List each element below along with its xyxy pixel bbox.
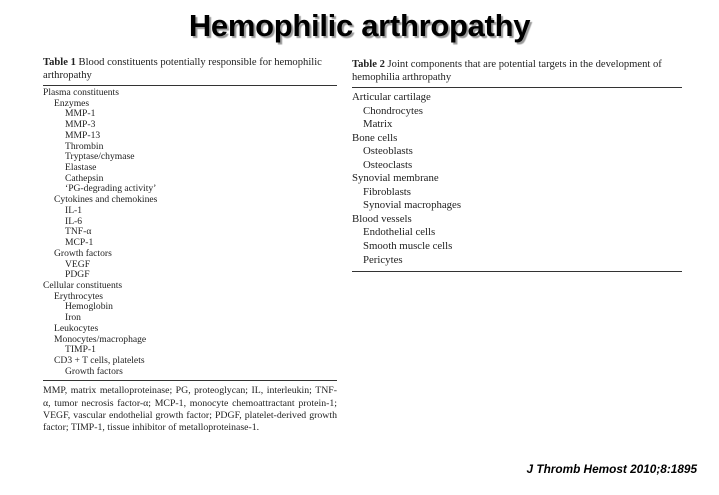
table-2-caption — [352, 59, 682, 84]
table-row: TIMP-1 — [65, 344, 96, 356]
table-2-label: Table 2 — [352, 59, 385, 70]
table-row: Monocytes/macrophage — [54, 333, 147, 345]
table-row: Smooth muscle cells — [363, 240, 453, 253]
table-row: Elastase — [65, 162, 97, 174]
table-row: TNF-α — [65, 226, 92, 238]
table-row: MCP-1 — [65, 237, 94, 249]
table-row: CD3 + T cells, platelets — [54, 354, 145, 366]
table-row: Matrix — [363, 118, 393, 131]
table-row: Osteoclasts — [363, 158, 413, 171]
table-row: Growth factors — [54, 247, 112, 259]
table-row: MMP-1 — [65, 108, 96, 120]
table-1-rows — [43, 86, 337, 380]
table-row: Chondrocytes — [363, 104, 423, 117]
table-row: Enzymes — [54, 97, 90, 109]
table-row: Hemoglobin — [65, 301, 113, 313]
table-row: MMP-3 — [65, 119, 96, 131]
table-1-blood-constituents — [43, 57, 337, 434]
table-row: IL-6 — [65, 215, 83, 227]
table-row: Iron — [65, 312, 81, 324]
table-row: Pericytes — [363, 253, 403, 266]
table-row: Leukocytes — [54, 322, 99, 334]
table-row: Growth factors — [65, 365, 123, 377]
table-row: Osteoblasts — [363, 145, 413, 158]
table-row: Bone cells — [352, 131, 398, 144]
table-row: Blood vessels — [352, 212, 412, 225]
slide-title: Hemophilic arthropathy — [188, 8, 531, 43]
table-row: Tryptase/chymase — [65, 151, 135, 163]
table-row: MMP-13 — [65, 129, 101, 141]
table-row: Fibroblasts — [363, 185, 411, 198]
table-2-joint-components — [352, 59, 682, 272]
table-row: IL-1 — [65, 204, 83, 216]
citation: J Thromb Hemost 2010;8:1895 — [526, 462, 697, 476]
table-row: Endothelial cells — [363, 226, 436, 239]
table-row: Thrombin — [65, 140, 104, 152]
table-2-bottom-rule — [352, 271, 682, 272]
table-1-label: Table 1 — [43, 57, 76, 68]
table-row: Cathepsin — [65, 172, 104, 184]
table-row: ‘PG-degrading activity’ — [65, 183, 157, 195]
table-2-rows — [352, 88, 682, 271]
table-1-footnote: MMP, matrix metalloproteinase; PG, proteoglycan; IL, interleukin; TNF-α, tumor necrosis factor-α; MCP-1, monocyte chemoattractant protein-1; VEGF, vascular endothelial growth factor; PDGF, platelet-derived growth factor; TIMP-1, tissue inhibitor of metalloproteinase-1. — [43, 385, 337, 433]
table-1-caption-text: Blood constituents potentially responsible for hemophilic arthropathy — [43, 57, 322, 81]
table-row: VEGF — [65, 258, 91, 270]
table-row: Articular cartilage — [352, 91, 431, 103]
table-row: PDGF — [65, 269, 90, 281]
table-row: Synovial macrophages — [363, 199, 462, 212]
table-row: Synovial membrane — [352, 172, 439, 185]
table-2-caption-text: Joint components that are potential targets in the development of hemophilia arthropathy — [352, 59, 662, 83]
table-row: Erythrocytes — [54, 290, 104, 302]
table-1-caption — [43, 57, 337, 82]
table-row: Plasma constituents — [43, 87, 119, 98]
table-row: Cytokines and chemokines — [54, 194, 158, 206]
table-row: Cellular constituents — [43, 279, 123, 291]
